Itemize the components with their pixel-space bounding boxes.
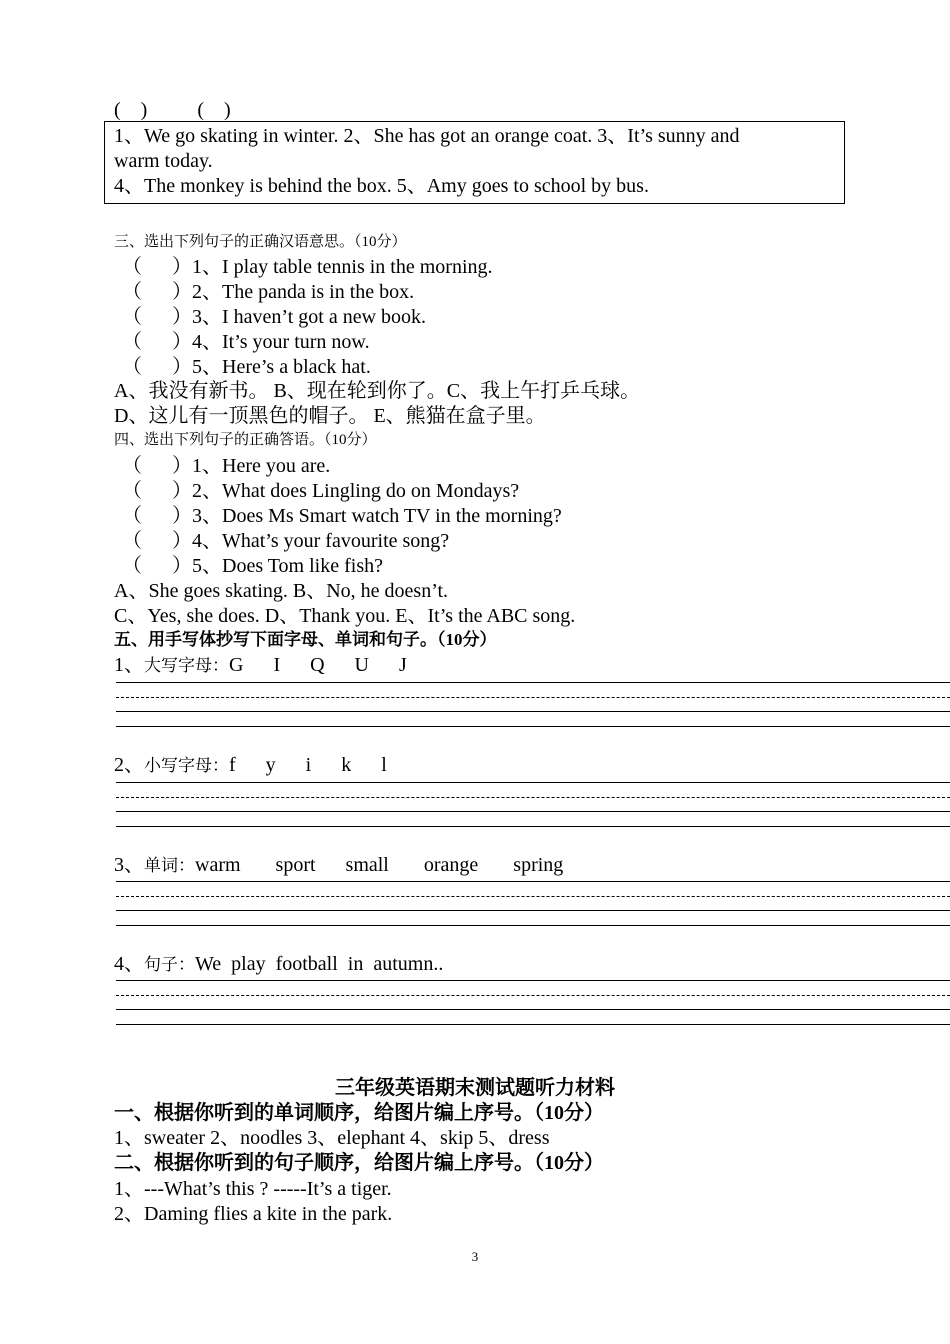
box-line-3: 4、The monkey is behind the box. 5、Amy goes to school by bus. xyxy=(114,175,649,197)
writing-line xyxy=(116,797,950,798)
task-number: 3、 xyxy=(114,854,144,876)
sentence-box xyxy=(104,121,845,204)
task-number: 2、 xyxy=(114,754,144,776)
task-number: 4、 xyxy=(114,953,144,975)
writing-line xyxy=(116,697,950,698)
task-number: 1、 xyxy=(114,654,144,676)
section3-options: D、这儿有一顶黑色的帽子。 E、熊猫在盒子里。 xyxy=(114,405,546,427)
copy-task-1 xyxy=(114,653,407,678)
section4-item: （ ）5、Does Tom like fish? xyxy=(122,555,383,577)
writing-line xyxy=(116,782,950,783)
section4-item: （ ）2、What does Lingling do on Mondays? xyxy=(122,480,520,502)
section4-item: （ ）4、What’s your favourite song? xyxy=(122,530,450,552)
listening-part1-heading: 一、根据你听到的单词顺序，给图片编上序号。（10分） xyxy=(114,1102,604,1124)
task-content: f y i k l xyxy=(229,754,387,776)
answer-brackets: ( ) ( ) xyxy=(114,99,231,121)
copy-task-3 xyxy=(114,853,563,878)
section3-options: A、我没有新书。 B、现在轮到你了。C、我上午打乒乓球。 xyxy=(114,380,641,402)
box-line-1: 1、We go skating in winter. 2、She has got an orange coat. 3、It’s sunny and xyxy=(114,125,740,147)
writing-line xyxy=(116,881,950,882)
writing-line xyxy=(116,925,950,926)
task-label: 大写字母： xyxy=(144,656,229,675)
writing-line xyxy=(116,995,950,996)
writing-line xyxy=(116,726,950,727)
listening-title: 三年级英语期末测试题听力材料 xyxy=(335,1077,615,1099)
section3-heading: 三、选出下列句子的正确汉语意思。（10分） xyxy=(114,234,407,250)
box-line-2: warm today. xyxy=(114,150,213,172)
writing-line xyxy=(116,811,950,812)
writing-line xyxy=(116,896,950,897)
task-content: We play football in autumn.. xyxy=(195,953,444,975)
task-content: G I Q U J xyxy=(229,654,407,676)
section3-item: （ ）3、I haven’t got a new book. xyxy=(122,306,427,328)
writing-line xyxy=(116,910,950,911)
section3-item: （ ）5、Here’s a black hat. xyxy=(122,356,371,378)
section4-heading: 四、选出下列句子的正确答语。（10分） xyxy=(114,432,377,448)
section5-heading: 五、用手写体抄写下面字母、单词和句子。（10分） xyxy=(114,630,497,649)
task-label: 小写字母： xyxy=(144,756,229,775)
copy-task-4 xyxy=(114,952,443,977)
task-label: 句子： xyxy=(144,955,195,974)
section4-item: （ ）3、Does Ms Smart watch TV in the morning? xyxy=(122,505,562,527)
section4-item: （ ）1、Here you are. xyxy=(122,455,331,477)
task-content: warm sport small orange spring xyxy=(195,854,564,876)
writing-line xyxy=(116,1024,950,1025)
writing-line xyxy=(116,711,950,712)
section4-options: C、Yes, she does. D、Thank you. E、It’s the ABC song. xyxy=(114,605,576,627)
writing-line xyxy=(116,1009,950,1010)
section3-item: （ ）4、It’s your turn now. xyxy=(122,331,370,353)
page-number: 3 xyxy=(471,1249,479,1264)
section3-item: （ ）2、The panda is in the box. xyxy=(122,281,415,303)
listening-part2-heading: 二、根据你听到的句子顺序，给图片编上序号。（10分） xyxy=(114,1152,604,1174)
task-label: 单词： xyxy=(144,856,195,875)
listening-part2-line: 1、---What’s this ? -----It’s a tiger. xyxy=(114,1178,392,1200)
listening-part1-content: 1、sweater 2、noodles 3、elephant 4、skip 5、dress xyxy=(114,1127,550,1149)
section3-item: （ ）1、I play table tennis in the morning. xyxy=(122,256,493,278)
copy-task-2 xyxy=(114,753,387,778)
writing-line xyxy=(116,980,950,981)
writing-line xyxy=(116,826,950,827)
listening-part2-line: 2、Daming flies a kite in the park. xyxy=(114,1203,393,1225)
section4-options: A、She goes skating. B、No, he doesn’t. xyxy=(114,580,449,602)
writing-line xyxy=(116,682,950,683)
